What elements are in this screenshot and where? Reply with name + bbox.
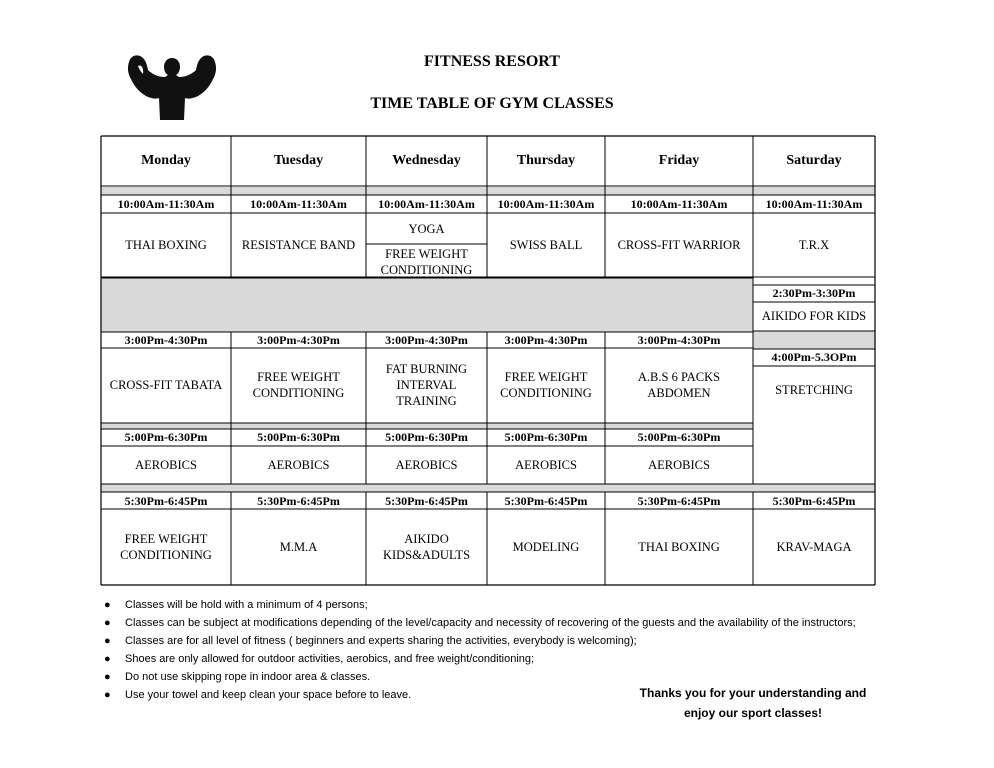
class-cell: AEROBICS <box>648 457 710 472</box>
thanks-message: Thanks you for your understanding and enjoy our sport classes! <box>639 686 867 720</box>
time-slot: 5:00Pm-6:30Pm <box>385 430 468 444</box>
time-slot: 5:30Pm-6:45Pm <box>772 493 856 508</box>
class-cell: AEROBICS <box>395 457 458 472</box>
time-slot: 4:00Pm-5.3OPm <box>771 350 857 364</box>
class-cell: T.R.X <box>798 238 830 252</box>
note-item: ● Classes are for all level of fitness ( beginners and experts sharing the activities, everybody is welcoming); <box>104 635 637 647</box>
class-cell: CROSS-FIT WARRIOR <box>617 238 741 252</box>
time-slot: 5:00Pm-6:30Pm <box>504 430 588 444</box>
time-slot: 5:30Pm-6:45Pm <box>637 493 721 508</box>
class-cell: YOGA <box>408 221 445 236</box>
class-cell: AIKIDO KIDS&ADULTS <box>382 532 471 562</box>
time-slot: 5:00Pm-6:30Pm <box>124 430 208 444</box>
day-header-monday: Monday <box>141 153 191 168</box>
day-header-wednesday: Wednesday <box>392 153 461 168</box>
time-slot: 5:30Pm-6:45Pm <box>257 493 340 508</box>
divider-band <box>101 278 753 332</box>
note-item: ● Shoes are only allowed for outdoor activities, aerobics, and free weight/conditioning; <box>104 653 535 665</box>
note-item: ● Classes can be subject at modifications depending of the level/capacity and necessity of recovering of the guests and the availability of the instructors; <box>104 617 856 629</box>
time-slot: 5:30Pm-6:45Pm <box>385 493 468 508</box>
time-slot: 10:00Am-11:30Am <box>378 197 475 211</box>
time-slot: 10:00Am-11:30Am <box>250 197 347 211</box>
class-cell: MODELING <box>512 540 580 554</box>
class-cell: CROSS-FIT TABATA <box>109 378 223 392</box>
class-cell: AEROBICS <box>135 457 197 472</box>
time-slot: 5:30Pm-6:45Pm <box>504 493 588 508</box>
time-slot: 10:00Am-11:30Am <box>117 197 215 211</box>
page-title: FITNESS RESORT <box>424 53 560 70</box>
time-slot: 3:00Pm-4:30Pm <box>124 332 208 347</box>
class-cell: SWISS BALL <box>509 238 583 252</box>
class-cell: M.M.A <box>279 540 318 554</box>
day-header-friday: Friday <box>658 153 700 168</box>
class-cell: FAT BURNING INTERVAL TRAINING <box>385 362 468 408</box>
class-cell: KRAV-MAGA <box>776 540 852 554</box>
class-cell: A.B.S 6 PACKS ABDOMEN <box>637 370 721 400</box>
time-slot: 3:00Pm-4:30Pm <box>504 332 588 347</box>
note-item: ● Classes will be hold with a minimum of 4 persons; <box>104 599 368 611</box>
class-cell: AEROBICS <box>267 457 330 472</box>
day-header-tuesday: Tuesday <box>273 153 324 168</box>
day-header-saturday: Saturday <box>786 153 842 168</box>
time-slot: 5:00Pm-6:30Pm <box>257 430 340 444</box>
note-item: ● Use your towel and keep clean your space before to leave. <box>104 689 412 701</box>
time-slot: 3:00Pm-4:30Pm <box>385 332 468 347</box>
time-slot: 10:00Am-11:30Am <box>497 197 595 211</box>
time-slot: 5:00Pm-6:30Pm <box>637 430 721 444</box>
time-slot: 10:00Am-11:30Am <box>765 197 863 211</box>
time-slot: 2:30Pm-3:30Pm <box>772 286 856 300</box>
divider-band <box>101 484 875 492</box>
class-cell: THAI BOXING <box>638 540 720 554</box>
class-cell: AEROBICS <box>515 457 577 472</box>
class-cell: THAI BOXING <box>125 238 207 252</box>
class-cell: AIKIDO FOR KIDS <box>761 309 867 323</box>
day-header-thursday: Thursday <box>516 153 576 168</box>
class-cell: FREE WEIGHT CONDITIONING <box>252 370 345 400</box>
page-subtitle: TIME TABLE OF GYM CLASSES <box>370 95 614 112</box>
time-slot: 3:00Pm-4:30Pm <box>637 332 721 347</box>
time-slot: 5:30Pm-6:45Pm <box>124 493 208 508</box>
class-cell: FREE WEIGHT CONDITIONING <box>500 370 592 400</box>
divider-band <box>101 187 875 195</box>
time-slot: 10:00Am-11:30Am <box>630 197 728 211</box>
class-cell: FREE WEIGHT CONDITIONING <box>380 246 473 277</box>
class-cell: FREE WEIGHT CONDITIONING <box>120 532 212 562</box>
class-cell: STRETCHING <box>775 383 853 397</box>
class-cell: RESISTANCE BAND <box>241 238 356 252</box>
divider-band <box>753 331 875 349</box>
note-item: ● Do not use skipping rope in indoor area & classes. <box>104 671 371 683</box>
time-slot: 3:00Pm-4:30Pm <box>257 332 340 347</box>
